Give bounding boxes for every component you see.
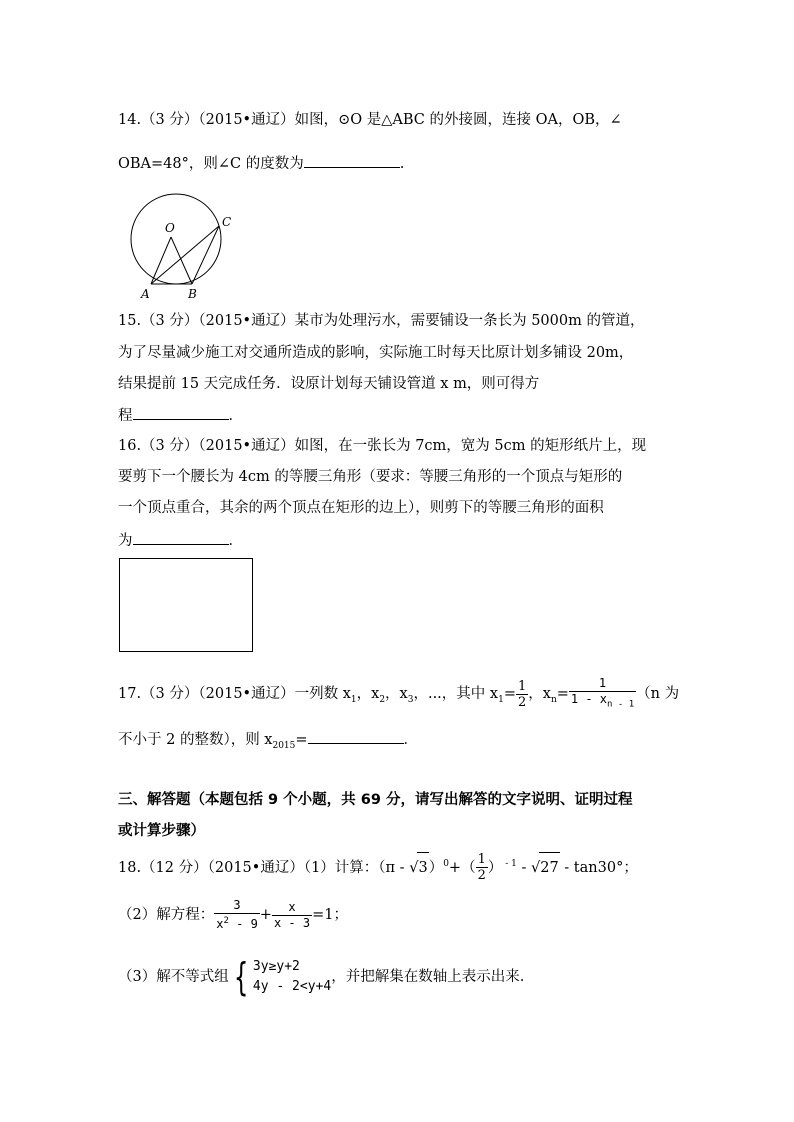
q17-sub3: 3 [407, 695, 414, 706]
q15-line2: 为了尽量减少施工对交通所造成的影响，实际施工时每天比原计划多铺设 20m， [118, 345, 634, 361]
q18-fraction-x-over-xm3 [272, 900, 312, 931]
q18-half-num: 1 [477, 852, 486, 868]
q18-p1a: 18.（12 分）（2015•通辽）（1）计算：（π - [118, 859, 410, 876]
q17-sub2015: 2015 [272, 740, 296, 751]
q17-fraction-x1 [516, 679, 528, 710]
q18-p3b: ，并把解集在数轴上表示出来. [331, 969, 525, 985]
q17-line1 [118, 676, 679, 715]
q18-f2-num: x [272, 900, 312, 916]
q15-line3: 结果提前 15 天完成任务．设原计划每天铺设管道 x m，则可得方 [118, 376, 540, 392]
q18-p2a: （2）解方程： [118, 907, 215, 923]
q16-line4-text: 为 [118, 533, 133, 549]
label-c: C [222, 215, 232, 229]
q18-sqrt3: 3 [417, 852, 428, 883]
q18-sup-neg1: - 1 [502, 859, 517, 869]
q16-line4 [118, 530, 243, 551]
q18-f1-den-rest: - 9 [228, 917, 258, 931]
q14-circle-figure [116, 190, 246, 302]
segment-ob [171, 237, 192, 284]
section3-heading-line2: 或计算步骤） [118, 823, 205, 839]
q17-f2-num: 1 [569, 676, 636, 692]
q18-half-den: 2 [477, 868, 486, 884]
q17-end: ． [403, 732, 419, 748]
q18-f1-den-x: x [216, 917, 224, 931]
q18-p3a: （3）解不等式组 [118, 969, 229, 985]
q17-f1-den: 2 [517, 694, 527, 710]
q18-ineq1: 3y≥y+2 [252, 959, 300, 974]
q17-c1: ，x [356, 686, 380, 703]
q18-sqrt27: 27 [539, 852, 559, 883]
segment-bc [192, 226, 219, 284]
q18-sup0: 0 [443, 859, 449, 869]
q18-p1f: - tan30°； [559, 859, 638, 876]
q17-pre: 17.（3 分）（2015•通辽）一列数 x [118, 686, 351, 703]
section3-heading-line1: 三、解答题（本题包括 9 个小题，共 69 分，请写出解答的文字说明、证明过程 [118, 792, 633, 808]
q18-p1d: ） [487, 859, 503, 876]
q14-line2-text: OBA=48°，则∠C 的度数为 [118, 156, 304, 172]
circumcircle [131, 194, 221, 284]
q17-subn: n [550, 695, 557, 706]
q15-line1: 15.（3 分）（2015•通辽）某市为处理污水，需要铺设一条长为 5000m 的管道， [118, 313, 645, 329]
q15-line4-text: 程 [118, 408, 133, 424]
q17-f2-den-text: 1 - x [570, 692, 608, 706]
q18-fraction-half [476, 852, 488, 883]
label-a: A [141, 287, 150, 301]
q14-end: . [399, 156, 405, 172]
q17-sub4: 1 [498, 695, 504, 706]
q17-line2b: = [295, 732, 308, 748]
q18-f1-num: 3 [214, 898, 260, 914]
q18-part2 [118, 898, 348, 932]
q17-f1-num: 1 [517, 678, 527, 694]
q18-ineq2: 4y - 2<y+4 [252, 979, 332, 994]
q17-eq: = [503, 686, 516, 703]
q16-line3: 一个顶点重合，其余的两个顶点在矩形的边上），则剪下的等腰三角形的面积 [118, 500, 604, 516]
q15-line4 [118, 405, 243, 426]
segment-oa [151, 237, 171, 284]
q14-line2 [118, 153, 404, 174]
q17-answer-blank [308, 729, 404, 744]
q17-sub1: 1 [350, 695, 357, 706]
q18-f1-den-sup: 2 [223, 916, 229, 926]
q17-f2-den [569, 692, 636, 712]
q16-line1: 16.（3 分）（2015•通辽）如图，在一张长为 7cm，宽为 5cm 的矩形纸片上，现 [118, 438, 647, 454]
q17-line2a: 不小于 2 的整数），则 x [118, 732, 273, 748]
q17-sub2: 2 [379, 695, 386, 706]
q16-end: ． [228, 533, 243, 549]
q17-post: （n 为 [636, 686, 680, 703]
q18-p1b: ） [428, 859, 444, 876]
q18-part3 [118, 955, 524, 999]
q18-inequality-system [253, 957, 331, 997]
q17-c3: ，...，其中 x [413, 686, 499, 703]
q18-plus: + [259, 907, 272, 923]
segment-ac [151, 226, 219, 284]
q16-line2: 要剪下一个腰长为 4cm 的等腰三角形（要求：等腰三角形的一个顶点与矩形的 [118, 469, 623, 485]
q18-p1e: - [516, 859, 531, 876]
q17-f2-den-sub: n - 1 [607, 699, 635, 710]
q17-c2: ，x [385, 686, 408, 703]
q16-answer-blank [133, 530, 229, 545]
q17-line2 [118, 729, 418, 756]
q17-fraction-xn [569, 676, 636, 712]
q17-eq2: = [556, 686, 569, 703]
q14-answer-blank [304, 153, 400, 168]
label-o: O [165, 221, 175, 235]
q18-f1-den [214, 914, 260, 932]
q18-part1: 18.（12 分）（2015•通辽）（1）计算：（π - √3）$^0$+（ $\frac{1}{2}$ ） $^{- 1}$ - √27 - tan30°； [118, 852, 638, 884]
q18-p2b: =1； [312, 907, 348, 923]
q17-c4: ，x [528, 686, 551, 703]
q18-f2-den: x - 3 [273, 915, 311, 930]
q16-rectangle-figure [119, 558, 253, 652]
q15-end: ． [228, 408, 243, 424]
q15-answer-blank [133, 405, 229, 420]
q18-brace: { [233, 955, 249, 999]
q18-fraction-3-over-x2m9 [214, 898, 260, 932]
label-b: B [188, 287, 197, 301]
q14-line1: 14.（3 分）（2015•通辽）如图，⊙O 是△ABC 的外接圆，连接 OA，OB，∠ [118, 112, 622, 128]
q18-p1c: +（ [448, 859, 476, 876]
